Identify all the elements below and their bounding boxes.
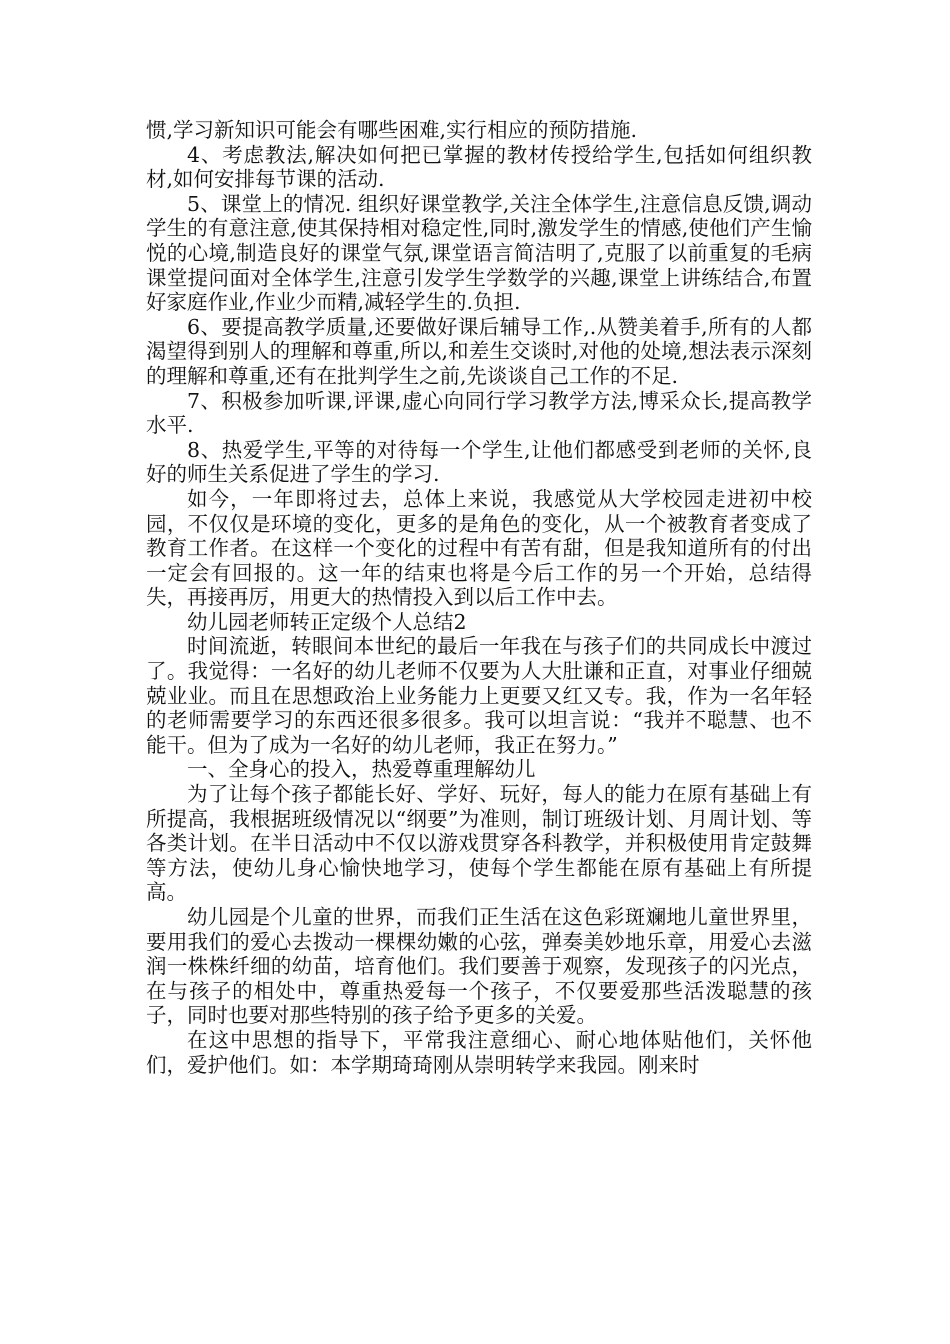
paragraph-item-6: 6、要提高教学质量,还要做好课后辅导工作,.从赞美着手,所有的人都渴望得到别人的理解和尊重,所以,和差生交谈时,对他的处境,想法表示深刻的理解和尊重,还有在批判学生之前,先谈谈自己工作的不足. xyxy=(146,314,812,388)
paragraph-conclusion: 如今，一年即将过去，总体上来说，我感觉从大学校园走进初中校园，不仅仅是环境的变化，更多的是角色的变化，从一个被教育者变成了教育工作者。在这样一个变化的过程中有苦有甜，但是我知道所有的付出一定会有回报的。这一年的结束也将是今后工作的另一个开始，总结得失，再接再厉，用更大的热情投入到以后工作中去。 xyxy=(146,486,812,610)
paragraph-item-7: 7、积极参加听课,评课,虚心向同行学习教学方法,博采众长,提高教学水平. xyxy=(146,388,812,438)
paragraph-children-world: 幼儿园是个儿童的世界，而我们正生活在这色彩斑斓地儿童世界里，要用我们的爱心去拨动一棵棵幼嫩的心弦，弹奏美妙地乐章，用爱心去滋润一株株纤细的幼苗，培育他们。我们要善于观察，发现孩子的闪光点，在与孩子的相处中，尊重热爱每一个孩子，不仅要爱那些活泼聪慧的孩子，同时也要对那些特别的孩子给予更多的关爱。 xyxy=(146,905,812,1028)
paragraph-item-5: 5、课堂上的情况. 组织好课堂教学,关注全体学生,注意信息反馈,调动学生的有意注意,使其保持相对稳定性,同时,激发学生的情感,使他们产生愉悦的心境,制造良好的课堂气氛,课堂语言简洁明了,克服了以前重复的毛病 课堂提问面对全体学生,注意引发学生学数学的兴趣,课堂上讲练结合,布置好家庭作业,作业少而精,减轻学生的.负担. xyxy=(146,191,812,315)
paragraph-item-4: 4、考虑教法,解决如何把已掌握的教材传授给学生,包括如何组织教材,如何安排每节课的活动. xyxy=(146,142,812,192)
paragraph-intro: 时间流逝，转眼间本世纪的最后一年我在与孩子们的共同成长中渡过了。我觉得：一名好的幼儿老师不仅要为人大肚谦和正直，对事业仔细兢兢业业。而且在思想政治上业务能力上更要又红又专。我，作为一名年轻的老师需要学习的东西还很多很多。我可以坦言说：“我并不聪慧、也不能干。但为了成为一名好的幼儿老师，我正在努力。” xyxy=(146,634,812,757)
paragraph-plan: 为了让每个孩子都能长好、学好、玩好，每人的能力在原有基础上有所提高，我根据班级情况以“纲要”为准则，制订班级计划、月周计划、等各类计划。在半日活动中不仅以游戏贯穿各科教学，并积极使用肯定鼓舞等方法，使幼儿身心愉快地学习，使每个学生都能在原有基础上有所提高。 xyxy=(146,782,812,905)
paragraph-item-8: 8、热爱学生,平等的对待每一个学生,让他们都感受到老师的关怀,良好的师生关系促进了学生的学习. xyxy=(146,437,812,487)
document-body xyxy=(146,118,812,1077)
paragraph-continued: 惯,学习新知识可能会有哪些困难,实行相应的预防措施. xyxy=(146,118,638,142)
section-title: 幼儿园老师转正定级个人总结2 xyxy=(187,609,467,634)
subsection-heading: 一、全身心的投入，热爱尊重理解幼儿 xyxy=(187,757,536,782)
paragraph-care: 在这中思想的指导下，平常我注意细心、耐心地体贴他们，关怀他们，爱护他们。如：本学期琦琦刚从崇明转学来我园。刚来时 xyxy=(146,1027,812,1077)
